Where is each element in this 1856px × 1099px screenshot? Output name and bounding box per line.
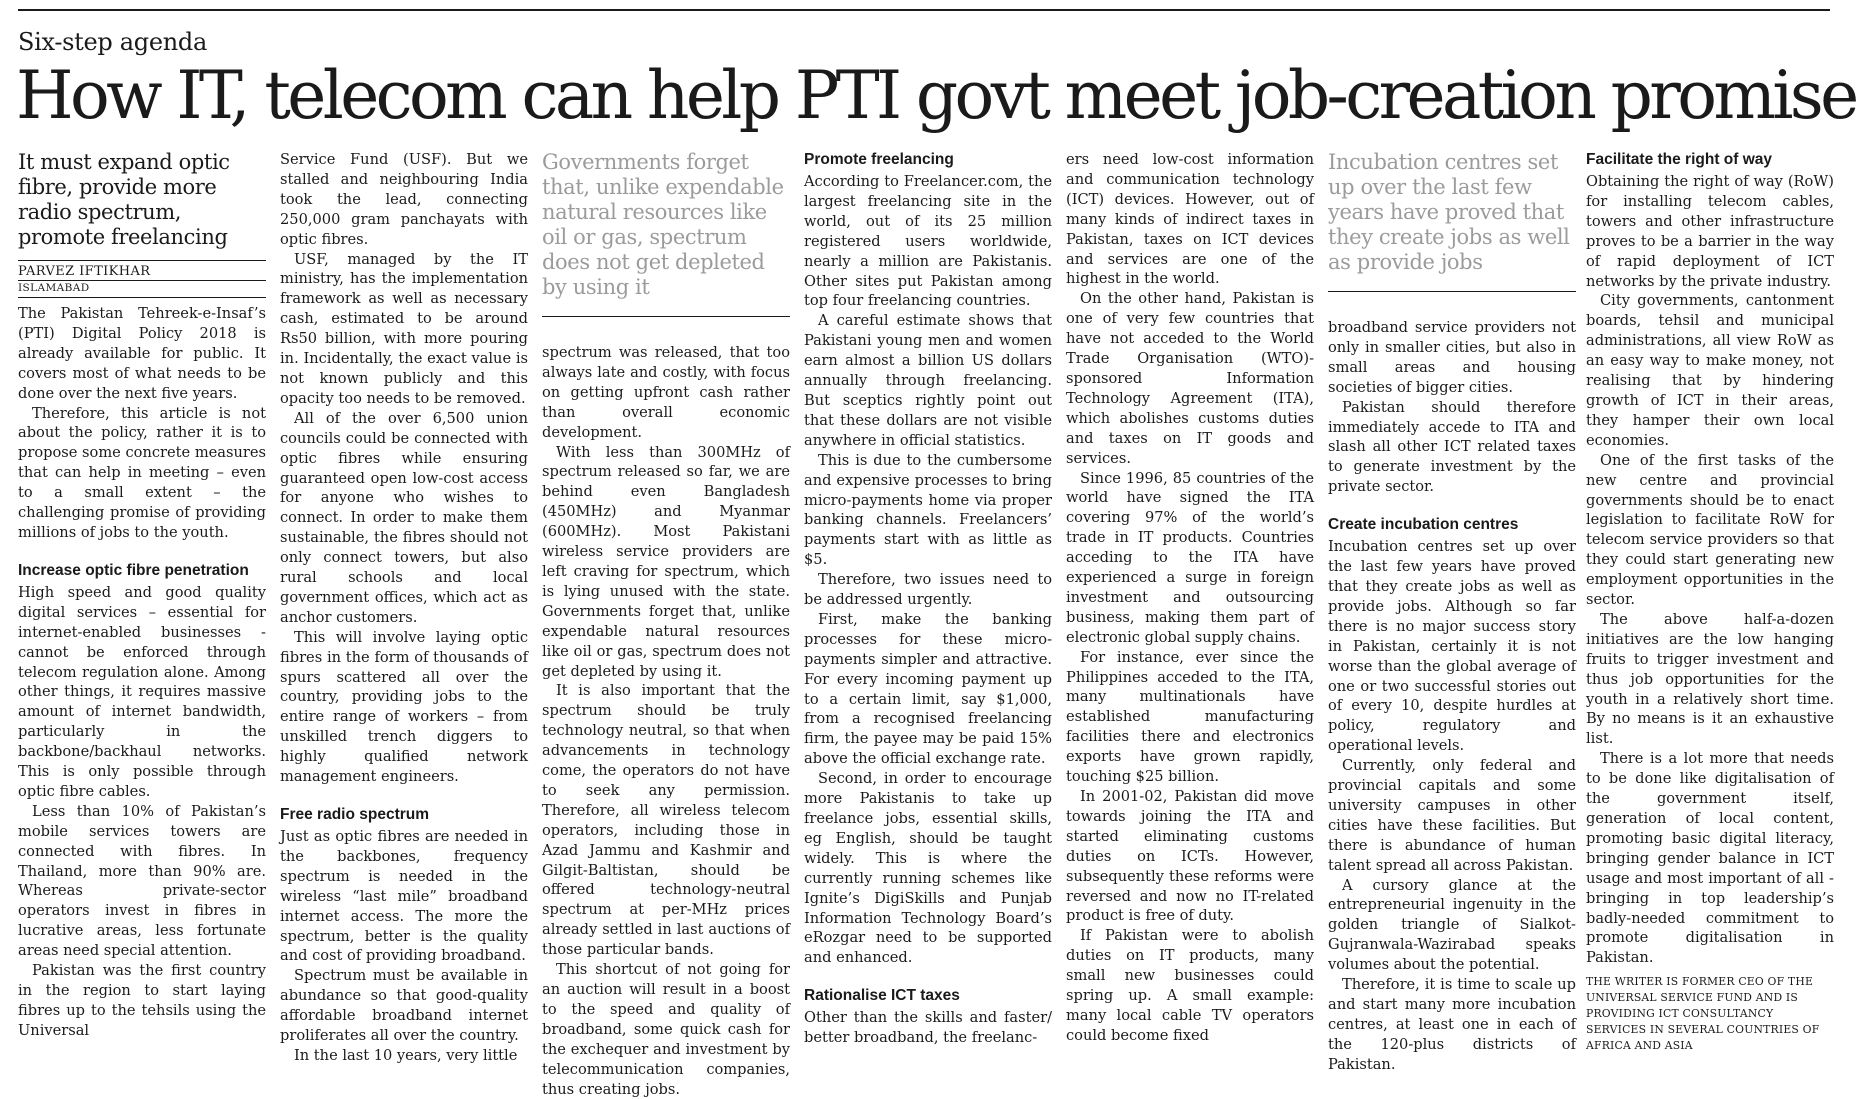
kicker: Six-step agenda: [18, 28, 208, 56]
paragraph: There is a lot more that needs to be done like digitalisation of the government itself, generation of local content, promoting basic digital literacy, bringing gender balance in ICT usage and most important of all - bringing in top leadership’s badly-needed commitment to promote digitalisation in Pakistan.: [1586, 750, 1834, 967]
paragraph: According to Freelancer.com, the largest freelancing site in the world, out of its 25 million registered users worldwide, nearly a million are Pakistanis. Other sites put Pakistan among top four freelancing countries.: [804, 173, 1052, 310]
paragraph: Therefore, two issues need to be addressed urgently.: [804, 571, 1052, 609]
paragraph: With less than 300MHz of spectrum released so far, we are behind even Bangladesh (450MHz) and Myanmar (600MHz). Most Pakistani wireless service providers are left craving for spectrum, which is lying unused with the state. Governments forget that, unlike expendable natural resources like oil or gas, spectrum does not get depleted by using it.: [542, 443, 790, 680]
paragraph: All of the over 6,500 union councils could be connected with optic fibres while ensuring guaranteed open low-cost access for anyone who wishes to connect. In order to make them sustainable, the fibres should not only connect towers, but also rural schools and local government offices, which act as anchor customers.: [280, 409, 528, 626]
column-5: [1066, 150, 1314, 1044]
article-body: [18, 150, 1834, 1098]
paragraph: A careful estimate shows that Pakistani young men and women earn almost a billion US dollars annually through freelancing. But sceptics rightly point out that these dollars are not visible anywhere in official statistics.: [804, 312, 1052, 449]
paragraph: On the other hand, Pakistan is one of very few countries that have not acceded to the World Trade Organisation (WTO)-sponsored Information Technology Agreement (ITA), which abolishes customs duties and taxes on IT goods and services.: [1066, 290, 1314, 467]
paragraph: Obtaining the right of way (RoW) for installing telecom cables, towers and other infrastructure proves to be a barrier in the way of rapid deployment of ICT networks by the private industry.: [1586, 173, 1834, 290]
paragraph: This is due to the cumbersome and expensive processes to bring micro-payments home via proper banking channels. Freelancers’ payments start with as little as $5.: [804, 451, 1052, 569]
headline: How IT, telecom can help PTI govt meet job-creation promise: [16, 57, 1856, 134]
dateline-location: ISLAMABAD: [18, 280, 266, 298]
paragraph: Service Fund (USF). But we stalled and neighbouring India took the lead, connecting 250,000 gram panchayats with optic fibres.: [280, 151, 528, 248]
paragraph: Since 1996, 85 countries of the world have signed the ITA covering 97% of the world’s trade in IT products. Countries acceding to the ITA have experienced a surge in foreign investment and outsourcing business, making them part of electronic global supply chains.: [1066, 469, 1314, 646]
subhead-freelancing: Promote freelancing: [804, 151, 954, 168]
column-6: [1328, 150, 1576, 1073]
paragraph: Therefore, this article is not about the policy, rather it is to propose some concrete measures that can help in meeting – even to a small extent – the challenging promise of providing millions of jobs to the youth.: [18, 404, 266, 541]
paragraph: High speed and good quality digital services – essential for internet-enabled businesses - cannot be enforced through telecom regulation alone. Among other things, it requires massive amount of internet bandwidth, particularly in the backbone/backhaul networks. This is only possible through optic fibre cables.: [18, 583, 266, 800]
subhead-ict-taxes: Rationalise ICT taxes: [804, 987, 960, 1005]
deck: It must expand optic fibre, provide more radio spectrum, promote freelancing: [18, 150, 230, 249]
writer-note: THE WRITER IS FORMER CEO OF THE UNIVERSAL SERVICE FUND AND IS PROVIDING ICT CONSULTANCY SERVICES IN SEVERAL COUNTRIES OF AFRICA AND ASIA: [1586, 975, 1820, 1053]
paragraph: In the last 10 years, very little: [294, 1046, 518, 1064]
subhead-incubation-centres: Create incubation centres: [1328, 516, 1519, 534]
paragraph: This shortcut of not going for an auction will result in a boost to the speed and quality of broadband, some quick cash for the exchequer and investment by telecommunication companies, thus creating jobs.: [542, 961, 790, 1098]
paragraph: Spectrum must be available in abundance so that good-quality affordable broadband internet proliferates all over the country.: [280, 967, 528, 1045]
paragraph: spectrum was released, that too always late and costly, with focus on getting upfront cash rather than overall economic development.: [542, 344, 790, 441]
byline: PARVEZ IFTIKHAR: [18, 260, 266, 280]
paragraph: ers need low-cost information and communication technology (ICT) devices. However, out of many kinds of indirect taxes in Pakistan, taxes on ICT devices and services are one of the highest in the world.: [1066, 151, 1314, 288]
paragraph: If Pakistan were to abolish duties on IT products, many small new businesses could spring up. A small example: many local cable TV operators could become fixed: [1066, 927, 1314, 1044]
top-rule: [18, 9, 1830, 11]
paragraph: Less than 10% of Pakistan’s mobile services towers are connected with fibres. In Thailand, more than 90% are. Whereas private-sector operators invest in fibres in lucrative areas, less fortunate areas need special attention.: [18, 802, 266, 960]
paragraph: This will involve laying optic fibres in the form of thousands of spurs scattered all over the country, providing jobs to the entire range of workers – from unskilled trench diggers to highly qualified network management engineers.: [280, 628, 528, 786]
paragraph: Pakistan should therefore immediately accede to ITA and slash all other ICT related taxes to generate investment by the private sector.: [1328, 398, 1576, 496]
paragraph: First, make the banking processes for these micro-payments simpler and attractive. For every incoming payment up to a certain limit, say $1,000, from a recognised freelancing firm, the payee may be paid 15% above the official exchange rate.: [804, 610, 1052, 768]
subhead-optic-fibre: Increase optic fibre penetration: [18, 561, 249, 579]
paragraph: Pakistan was the first country in the region to start laying fibres up to the tehsils using the Universal: [18, 962, 266, 1039]
column-3: [542, 150, 790, 1098]
paragraph: broadband service providers not only in smaller cities, but also in small areas and housing societies of bigger cities.: [1328, 319, 1576, 396]
paragraph: Incubation centres set up over the last few years have proved that they create jobs as well as provide jobs. Although so far there is no major success story in Pakistan, certainly it is not worse than the global average of one or two successful stories out of every 10, despite hurdles at policy, regulatory and operational levels.: [1328, 538, 1576, 755]
paragraph: Second, in order to encourage more Pakistanis to take up freelance jobs, essential skills, eg English, should be taught widely. This is where the currently running schemes like Ignite’s DigiSkills and Punjab Information Technology Board’s eRozgar need to be supported and enhanced.: [804, 770, 1052, 967]
paragraph: In 2001-02, Pakistan did move towards joining the ITA and started eliminating customs duties on ICTs. However, subsequently these reforms were reversed and now no IT-related product is free of duty.: [1066, 788, 1314, 925]
subhead-right-of-way: Facilitate the right of way: [1586, 151, 1773, 168]
paragraph: One of the first tasks of the new centre and provincial governments should be to enact legislation to facilitate RoW for telecom service providers so that they could start generating new employment opportunities in the sector.: [1586, 451, 1834, 609]
paragraph: Just as optic fibres are needed in the backbones, frequency spectrum is needed in the wireless “last mile” broadband internet access. The more the spectrum, better is the quality and cost of providing broadband.: [280, 828, 528, 965]
paragraph: USF, managed by the IT ministry, has the implementation framework as well as necessary cash, estimated to be around Rs50 billion, with more pouring in. Incidentally, the exact value is not known publicly and this opacity too needs to be removed.: [280, 250, 528, 407]
paragraph: Currently, only federal and provincial capitals and some university campuses in other cities have these facilities. But there is abundance of human talent spread all across Pakistan.: [1328, 757, 1576, 874]
paragraph: The Pakistan Tehreek-e-Insaf’s (PTI) Digital Policy 2018 is already available for public. It covers most of what needs to be done over the next five years.: [18, 305, 266, 402]
paragraph: A cursory glance at the entrepreneurial ingenuity in the golden triangle of Sialkot-Gujranwala-Wazirabad speaks volumes about the potential.: [1328, 876, 1576, 974]
paragraph: The above half-a-dozen initiatives are the low hanging fruits to trigger investment and thus job opportunities for the youth in a relatively short time. By no means is it an exhaustive list.: [1586, 610, 1834, 748]
paragraph: It is also important that the spectrum should be truly technology neutral, so that when advancements in technology come, the operators do not have to seek any permission. Therefore, all wireless telecom operators, including those in Azad Jammu and Kashmir and Gilgit-Baltistan, should be offered technology-neutral spectrum at per-MHz prices already settled in last auctions of those particular bands.: [542, 682, 790, 959]
column-7: [1586, 150, 1834, 1053]
subhead-radio-spectrum: Free radio spectrum: [280, 806, 430, 823]
paragraph: City governments, cantonment boards, tehsil and municipal administrations, all view RoW as an easy way to make money, not realising that by hindering growth of ICT in their areas, they hamper their own local economies.: [1586, 292, 1834, 449]
paragraph: For instance, ever since the Philippines acceded to the ITA, many multinationals have established manufacturing facilities there and electronics exports have grown rapidly, touching $25 billion.: [1066, 648, 1314, 786]
column-1: [18, 150, 266, 1039]
pull-quote-incubation: Incubation centres set up over the last few years have proved that they create jobs as well as provide jobs: [1328, 150, 1576, 292]
column-2: [280, 150, 528, 1064]
paragraph: Therefore, it is time to scale up and start many more incubation centres, at least one in each of the 120-plus districts of Pakistan.: [1328, 976, 1576, 1073]
column-4: [804, 150, 1052, 1047]
paragraph: Other than the skills and faster/ better broadband, the freelanc-: [804, 1009, 1052, 1047]
pull-quote-spectrum: Governments forget that, unlike expendable natural resources like oil or gas, spectrum does not get depleted by using it: [542, 150, 790, 317]
